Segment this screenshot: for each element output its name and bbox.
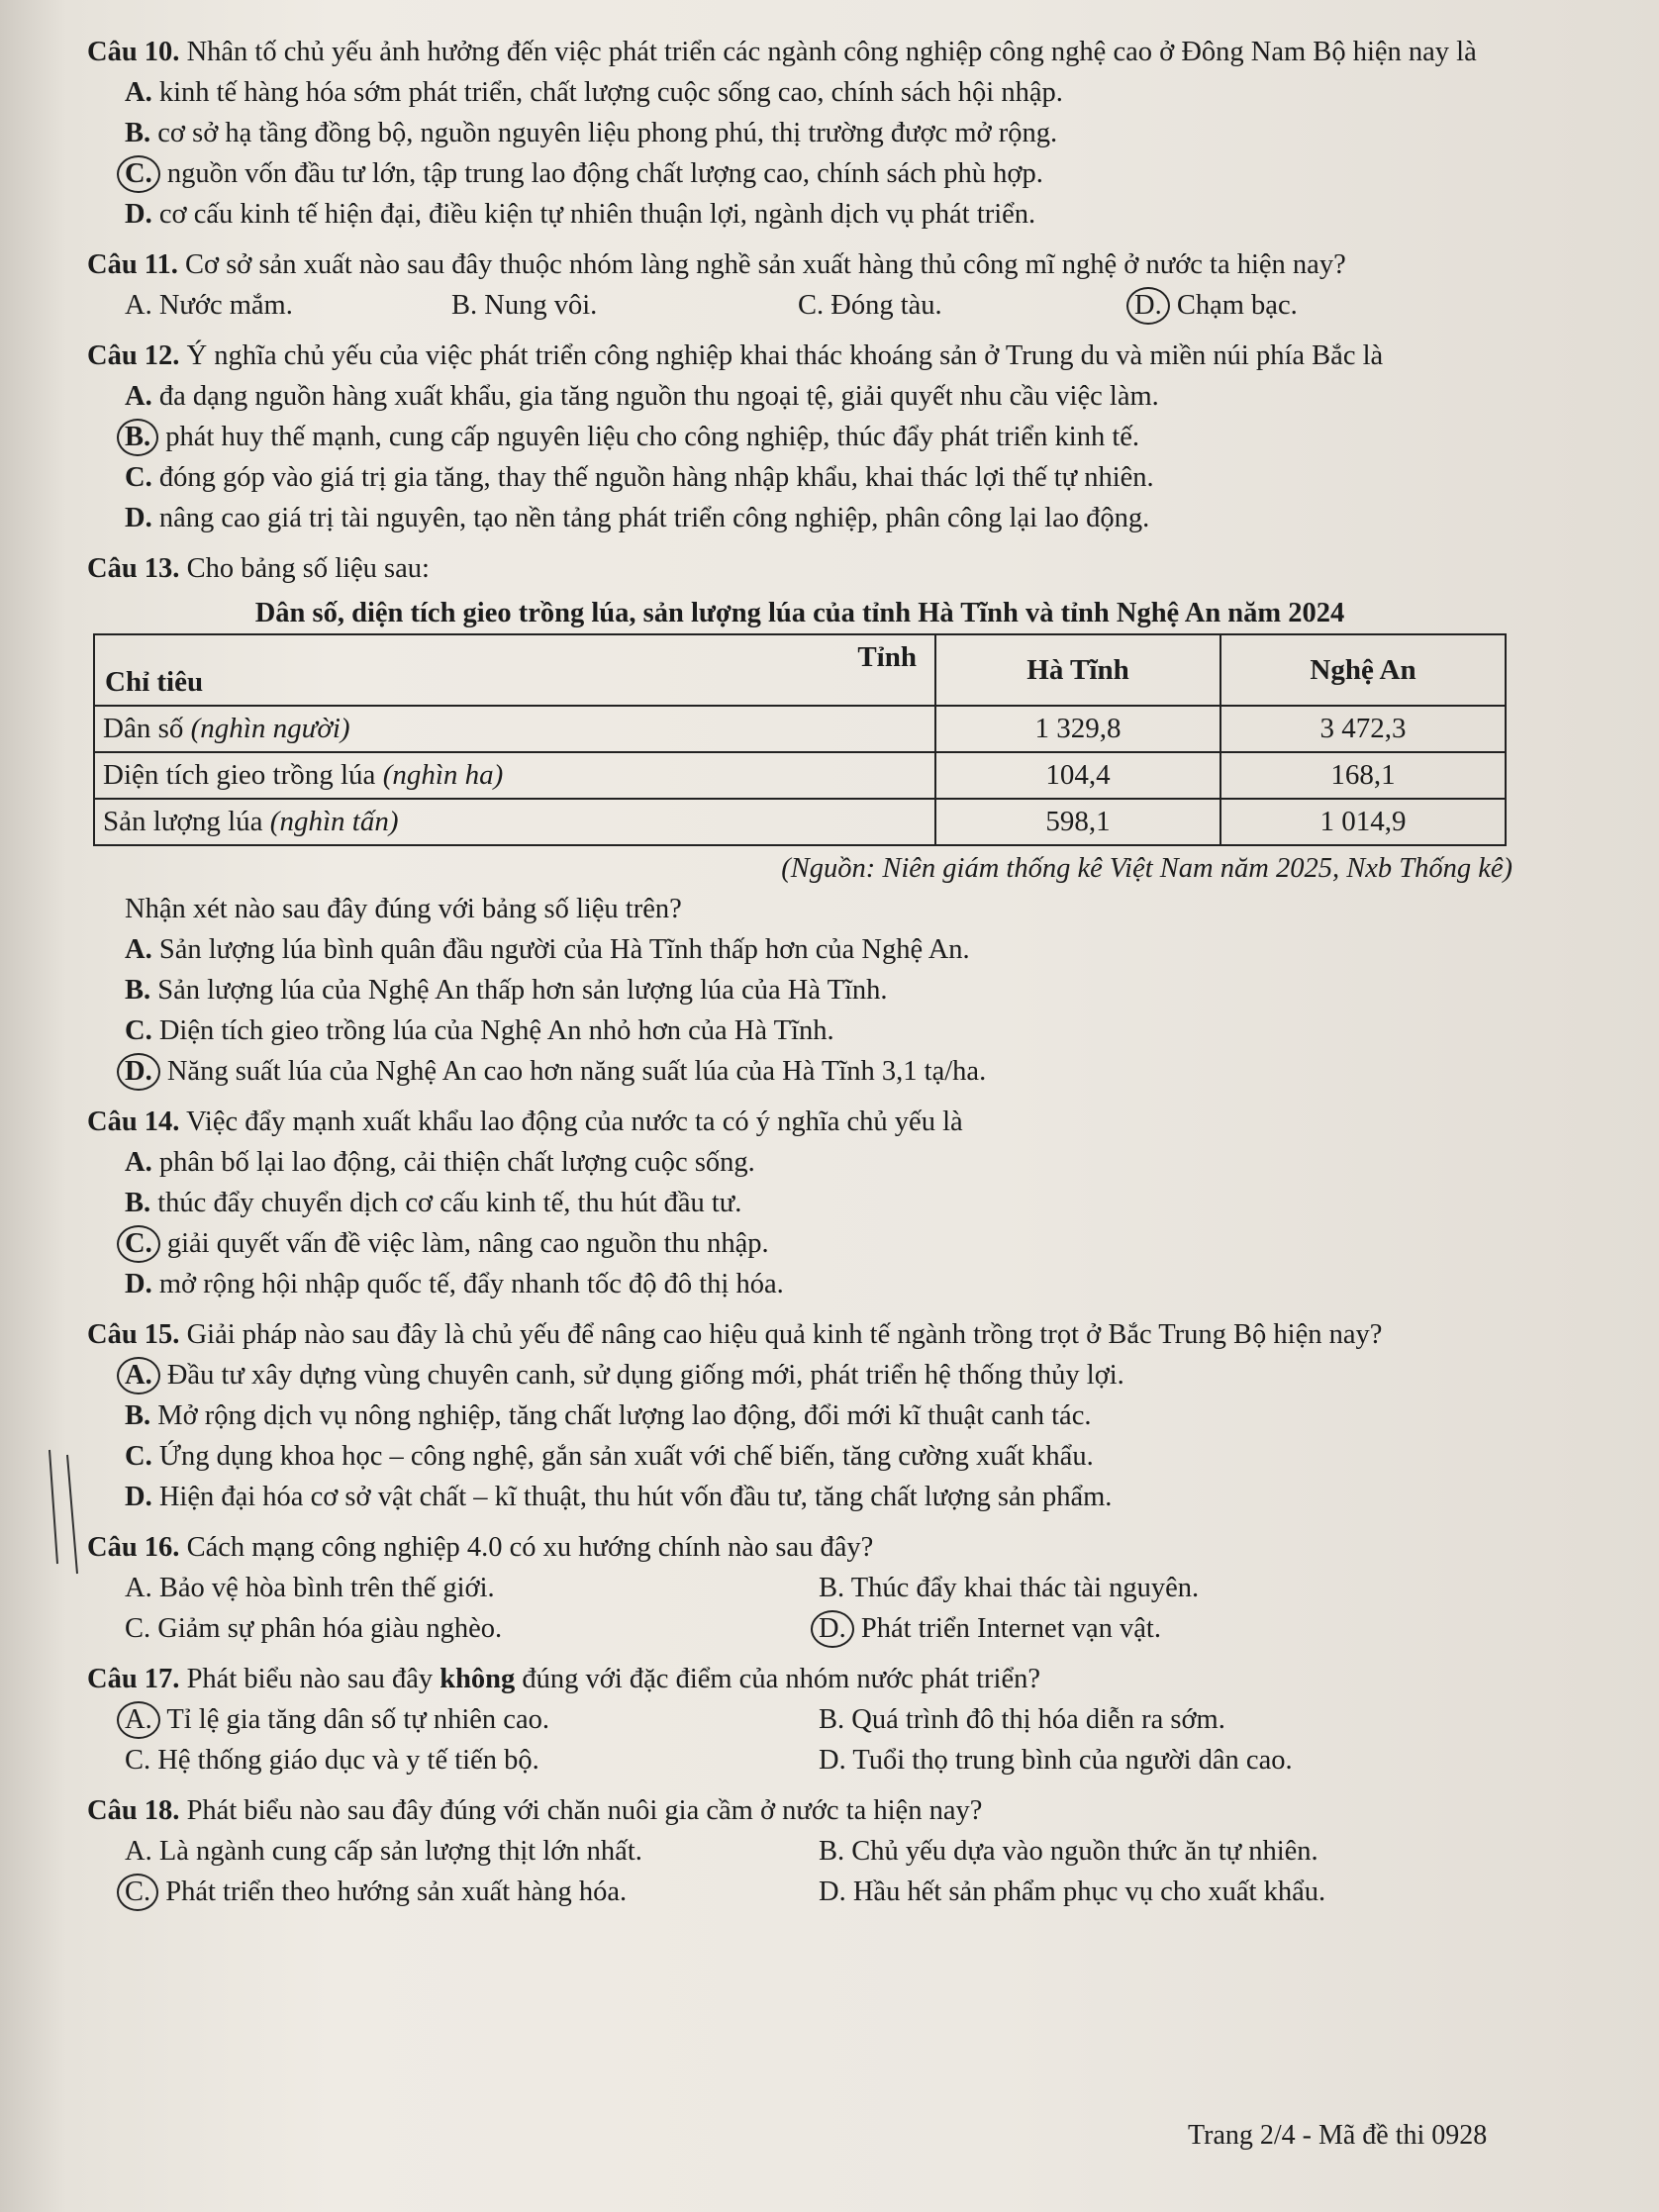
question-text: Giải pháp nào sau đây là chủ yếu để nâng cao hiệu quả kinh tế ngành trồng trọt ở Bắc Trung Bộ hiện nay? bbox=[186, 1319, 1383, 1350]
option-13c: C. Diện tích gieo trồng lúa của Nghệ An nhỏ hơn của Hà Tĩnh. bbox=[125, 1015, 834, 1046]
question-number: Câu 10. bbox=[87, 37, 180, 67]
options-row bbox=[87, 285, 1513, 326]
option-15c: C. Ứng dụng khoa học – công nghệ, gắn sản xuất với chế biến, tăng cường xuất khẩu. bbox=[125, 1441, 1094, 1472]
option-13b: B. Sản lượng lúa của Nghệ An thấp hơn sản lượng lúa của Hà Tĩnh. bbox=[125, 975, 888, 1006]
question-12 bbox=[87, 336, 1513, 376]
header-indicator: Chỉ tiêu bbox=[105, 666, 204, 698]
question-text: Cho bảng số liệu sau: bbox=[186, 553, 430, 584]
option-14c: C. giải quyết vấn đề việc làm, nâng cao nguồn thu nhập. bbox=[87, 1223, 1513, 1264]
table-header-diagonal bbox=[94, 634, 935, 706]
option-10b: B. cơ sở hạ tầng đồng bộ, nguồn nguyên liệu phong phú, thị trường được mở rộng. bbox=[125, 118, 1058, 148]
question-text: Cách mạng công nghiệp 4.0 có xu hướng chính nào sau đây? bbox=[186, 1532, 874, 1563]
question-text: Cơ sở sản xuất nào sau đây thuộc nhóm làng nghề sản xuất hàng thủ công mĩ nghệ ở nước ta hiện nay? bbox=[185, 249, 1346, 280]
option-15a: A. Đầu tư xây dựng vùng chuyên canh, sử dụng giống mới, phát triển hệ thống thủy lợi. bbox=[87, 1355, 1513, 1395]
answer-circle: D. bbox=[811, 1610, 854, 1648]
cell-value: 168,1 bbox=[1220, 752, 1506, 799]
question-prompt: Nhận xét nào sau đây đúng với bảng số liệu trên? bbox=[125, 894, 682, 924]
question-text: Việc đẩy mạnh xuất khẩu lao động của nước ta có ý nghĩa chủ yếu là bbox=[186, 1106, 963, 1137]
question-15 bbox=[87, 1314, 1513, 1355]
question-number: Câu 12. bbox=[87, 340, 180, 371]
option-11c: C. Đóng tàu. bbox=[798, 290, 942, 321]
cell-value: 1 014,9 bbox=[1220, 799, 1506, 845]
table-header-row bbox=[94, 634, 1506, 706]
option-18d: D. Hầu hết sản phẩm phục vụ cho xuất khẩu. bbox=[819, 1876, 1326, 1907]
option-14d: D. mở rộng hội nhập quốc tế, đẩy nhanh tốc độ đô thị hóa. bbox=[125, 1269, 784, 1299]
option-14b: B. thúc đẩy chuyển dịch cơ cấu kinh tế, thu hút đầu tư. bbox=[125, 1188, 742, 1218]
options-row bbox=[87, 1740, 1513, 1780]
options-row bbox=[87, 1699, 1513, 1740]
question-number: Câu 18. bbox=[87, 1795, 180, 1826]
option-13a: A. Sản lượng lúa bình quân đầu người của Hà Tĩnh thấp hơn của Nghệ An. bbox=[125, 934, 970, 965]
question-text: Nhân tố chủ yếu ảnh hưởng đến việc phát triển các ngành công nghiệp công nghệ cao ở Đông Nam Bộ hiện nay là bbox=[186, 37, 1477, 67]
answer-circle: A. bbox=[117, 1357, 160, 1395]
options-row bbox=[87, 1872, 1513, 1912]
answer-circle: C. bbox=[117, 1874, 158, 1911]
option-12c: C. đóng góp vào giá trị gia tăng, thay thế nguồn hàng nhập khẩu, khai thác lợi thế tự nhiên. bbox=[125, 462, 1154, 493]
emphasis-not: không bbox=[439, 1664, 516, 1694]
data-table bbox=[93, 633, 1507, 846]
option-14a: A. phân bố lại lao động, cải thiện chất lượng cuộc sống. bbox=[125, 1147, 755, 1178]
option-15d: D. Hiện đại hóa cơ sở vật chất – kĩ thuật, thu hút vốn đầu tư, tăng chất lượng sản phẩm. bbox=[125, 1482, 1113, 1512]
option-17d: D. Tuổi thọ trung bình của người dân cao. bbox=[819, 1745, 1293, 1776]
option-11a: A. Nước mắm. bbox=[125, 290, 293, 321]
question-14 bbox=[87, 1102, 1513, 1142]
option-16a: A. Bảo vệ hòa bình trên thế giới. bbox=[125, 1573, 495, 1603]
question-number: Câu 13. bbox=[87, 553, 180, 584]
answer-circle: D. bbox=[117, 1053, 160, 1091]
option-12d: D. nâng cao giá trị tài nguyên, tạo nền tảng phát triển công nghiệp, phân công lại lao động. bbox=[125, 503, 1150, 533]
row-label: Diện tích gieo trồng lúa (nghìn ha) bbox=[94, 752, 935, 799]
cell-value: 1 329,8 bbox=[935, 706, 1220, 752]
question-number: Câu 11. bbox=[87, 249, 178, 280]
option-18b: B. Chủ yếu dựa vào nguồn thức ăn tự nhiên. bbox=[819, 1836, 1318, 1867]
page-footer: Trang 2/4 - Mã đề thi 0928 bbox=[1188, 2120, 1488, 2151]
cell-value: 3 472,3 bbox=[1220, 706, 1506, 752]
question-13 bbox=[87, 548, 1513, 589]
cell-value: 598,1 bbox=[935, 799, 1220, 845]
exam-page bbox=[87, 22, 1513, 1912]
option-15b: B. Mở rộng dịch vụ nông nghiệp, tăng chất lượng lao động, đổi mới kĩ thuật canh tác. bbox=[125, 1400, 1092, 1431]
option-17b: B. Quá trình đô thị hóa diễn ra sớm. bbox=[819, 1704, 1225, 1735]
table-row bbox=[94, 799, 1506, 845]
question-number: Câu 16. bbox=[87, 1532, 180, 1563]
option-18a: A. Là ngành cung cấp sản lượng thịt lớn nhất. bbox=[125, 1836, 642, 1867]
options-row bbox=[87, 1568, 1513, 1608]
table-row bbox=[94, 752, 1506, 799]
pen-mark-icon bbox=[40, 1445, 119, 1623]
question-18 bbox=[87, 1790, 1513, 1831]
row-label: Sản lượng lúa (nghìn tấn) bbox=[94, 799, 935, 845]
answer-circle: B. bbox=[117, 419, 158, 456]
question-10 bbox=[87, 32, 1513, 72]
option-17c: C. Hệ thống giáo dục và y tế tiến bộ. bbox=[125, 1745, 539, 1776]
option-11d: D. Chạm bạc. bbox=[1134, 285, 1431, 326]
option-16c: C. Giảm sự phân hóa giàu nghèo. bbox=[125, 1613, 503, 1644]
header-ha-tinh: Hà Tĩnh bbox=[935, 634, 1220, 706]
question-16 bbox=[87, 1527, 1513, 1568]
option-11b: B. Nung vôi. bbox=[451, 290, 598, 321]
table-row bbox=[94, 706, 1506, 752]
table-source: (Nguồn: Niên giám thống kê Việt Nam năm 2025, Nxb Thống kê) bbox=[781, 853, 1513, 884]
answer-circle: C. bbox=[117, 1225, 160, 1263]
question-text: Ý nghĩa chủ yếu của việc phát triển công nghiệp khai thác khoáng sản ở Trung du và miền núi phía Bắc là bbox=[186, 340, 1384, 371]
options-row bbox=[87, 1608, 1513, 1649]
option-16b: B. Thúc đẩy khai thác tài nguyên. bbox=[819, 1573, 1200, 1603]
cell-value: 104,4 bbox=[935, 752, 1220, 799]
option-17a: A. Tỉ lệ gia tăng dân số tự nhiên cao. bbox=[125, 1699, 819, 1740]
header-province: Tỉnh bbox=[857, 641, 917, 673]
option-13d: D. Năng suất lúa của Nghệ An cao hơn năng suất lúa của Hà Tĩnh 3,1 tạ/ha. bbox=[87, 1051, 1513, 1092]
option-12b: B. phát huy thế mạnh, cung cấp nguyên liệu cho công nghiệp, thúc đẩy phát triển kinh tế. bbox=[87, 417, 1513, 457]
option-10a: A. kinh tế hàng hóa sớm phát triển, chất lượng cuộc sống cao, chính sách hội nhập. bbox=[125, 77, 1063, 108]
question-17: Câu 17. Phát biểu nào sau đây không đúng với đặc điểm của nhóm nước phát triển? bbox=[87, 1664, 1041, 1694]
question-text: Phát biểu nào sau đây đúng với chăn nuôi gia cầm ở nước ta hiện nay? bbox=[186, 1795, 983, 1826]
option-16d: D. Phát triển Internet vạn vật. bbox=[819, 1608, 1513, 1649]
option-10d: D. cơ cấu kinh tế hiện đại, điều kiện tự nhiên thuận lợi, ngành dịch vụ phát triển. bbox=[125, 199, 1036, 230]
header-nghe-an: Nghệ An bbox=[1220, 634, 1506, 706]
question-number: Câu 17. bbox=[87, 1664, 180, 1694]
question-number: Câu 14. bbox=[87, 1106, 180, 1137]
answer-circle: C. bbox=[117, 155, 160, 193]
option-10c: C. nguồn vốn đầu tư lớn, tập trung lao động chất lượng cao, chính sách phù hợp. bbox=[87, 153, 1513, 194]
question-number: Câu 15. bbox=[87, 1319, 180, 1350]
row-label: Dân số (nghìn người) bbox=[94, 706, 935, 752]
options-row bbox=[87, 1831, 1513, 1872]
option-12a: A. đa dạng nguồn hàng xuất khẩu, gia tăng nguồn thu ngoại tệ, giải quyết nhu cầu việc làm. bbox=[125, 381, 1159, 412]
question-11 bbox=[87, 244, 1513, 285]
answer-circle: A. bbox=[117, 1701, 160, 1739]
table-title: Dân số, diện tích gieo trồng lúa, sản lượng lúa của tỉnh Hà Tĩnh và tỉnh Nghệ An năm 2024 bbox=[254, 598, 1345, 628]
option-18c: C. Phát triển theo hướng sản xuất hàng hóa. bbox=[125, 1872, 819, 1912]
answer-circle: D. bbox=[1126, 287, 1170, 325]
